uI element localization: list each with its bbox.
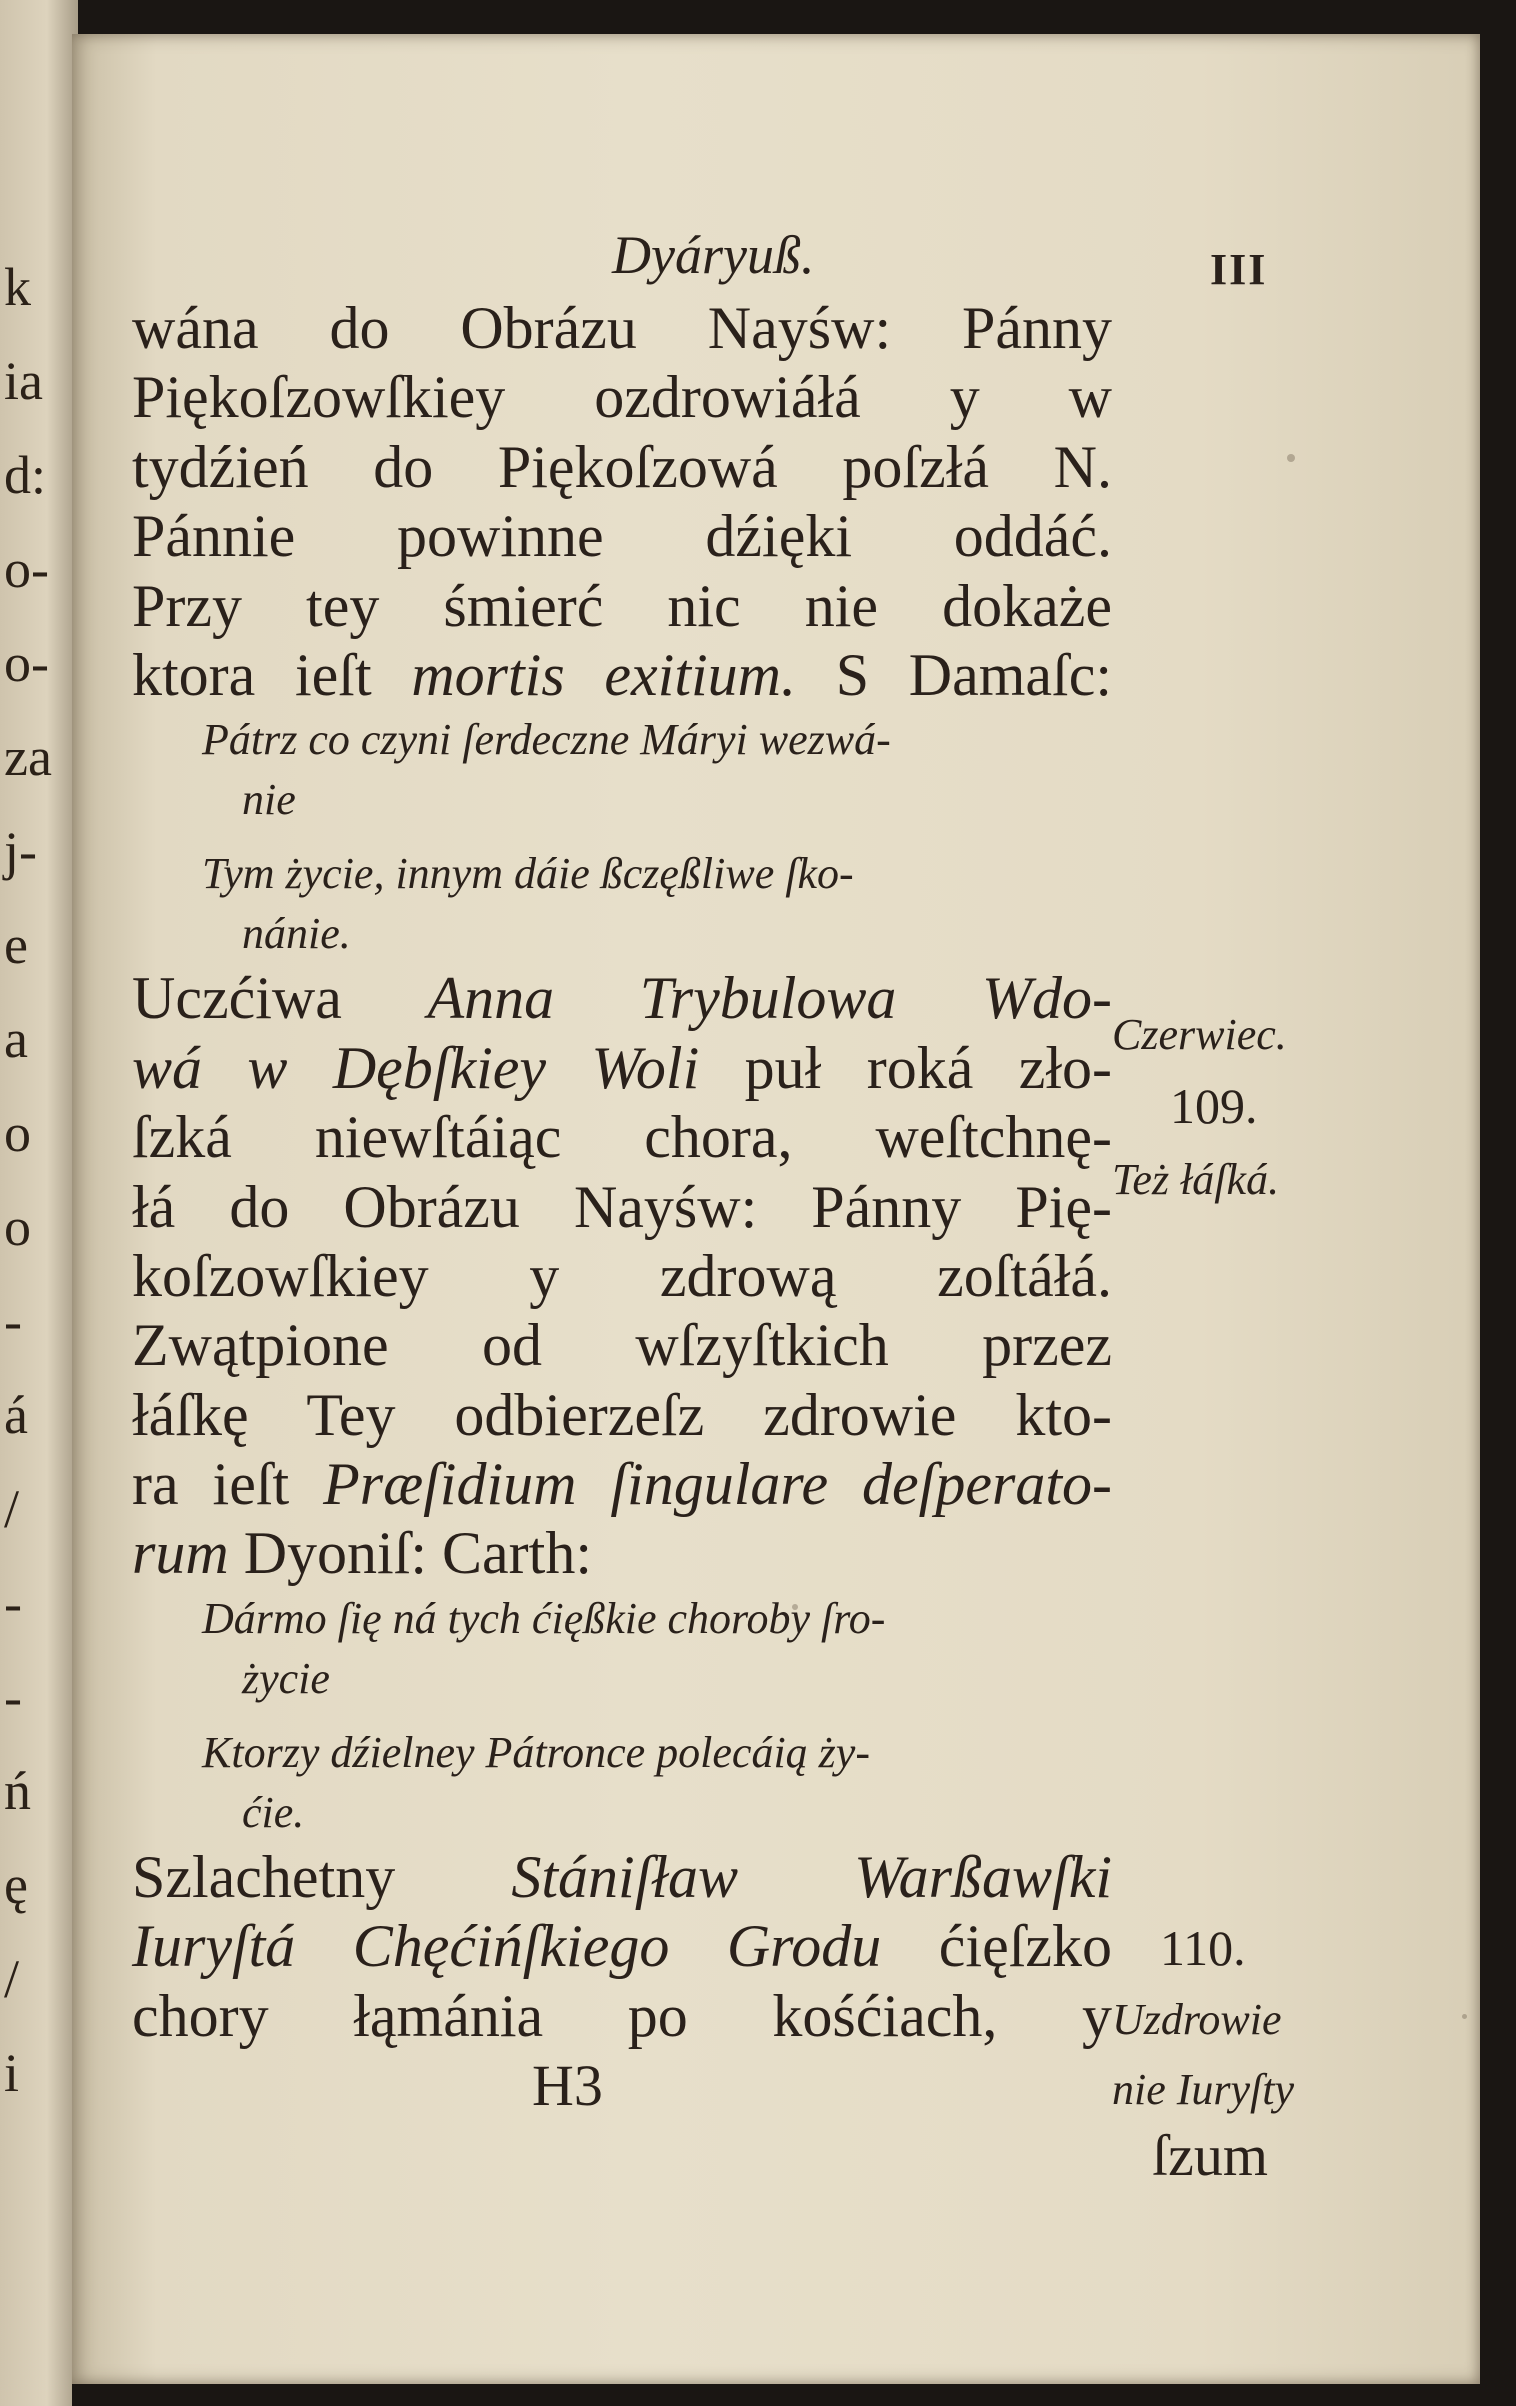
book-page: [72, 34, 1480, 2384]
margin-note-number: 110.: [1160, 1920, 1246, 1976]
text-line: Zwątpione od wſzyſtkich przez: [132, 1312, 1112, 1379]
running-head: Dyáryuß.: [612, 225, 815, 285]
citation: S Damaſc:: [835, 641, 1113, 708]
previous-page-fragment: o-: [4, 633, 49, 693]
signature-mark: H3: [532, 2053, 603, 2119]
text-line: Pánnie powinne dźięki oddáć.: [132, 503, 1112, 570]
previous-page-fragment: á: [4, 1385, 28, 1445]
text-line: łá do Obrázu Nayśw: Pánny Pię-: [132, 1173, 1112, 1240]
verse-line: Dármo ſię ná tych ćięßkie choroby ſro-: [202, 1593, 886, 1643]
text-line: [132, 1034, 1112, 1103]
text-line: chory łąmánia po kośćiach, y: [132, 1982, 1112, 2049]
catchword: ſzum: [1152, 2123, 1268, 2188]
latin-quote: rum: [132, 1520, 229, 1587]
previous-page-fragment: o: [4, 1197, 31, 1257]
previous-page-fragment: -: [4, 1291, 22, 1351]
previous-page-fragment: j-: [4, 821, 37, 881]
verse-line: nánie.: [242, 909, 351, 959]
latin-quote: Præſidium ſingulare deſperato-: [323, 1451, 1112, 1518]
text-line: [132, 641, 1112, 710]
margin-note-month: Czerwiec.: [1112, 1010, 1287, 1059]
place-name: wá w Dębſkiey Woli: [132, 1034, 700, 1101]
text-line: tydźień do Piękoſzowá poſzłá N.: [132, 433, 1112, 500]
page-bottom-shadow: [72, 2384, 1480, 2406]
previous-page-fragment: a: [4, 1009, 28, 1069]
body-text: [132, 294, 1112, 2120]
text-run: Uczćiwa: [132, 965, 342, 1032]
verse-line: Ktorzy dźielney Pátronce polecáią ży-: [202, 1727, 870, 1777]
person-name: Trybulowa Wdo-: [639, 965, 1112, 1032]
previous-page-fragments: [4, 240, 64, 2120]
verse-line: Pátrz co czyni ſerdeczne Máryi wezwá-: [202, 715, 891, 765]
previous-page-fragment: -: [4, 1573, 22, 1633]
text-run: ktora ieſt: [132, 641, 372, 708]
text-line: Piękoſzowſkiey ozdrowiáłá y w: [132, 364, 1112, 431]
previous-page-fragment: ia: [4, 351, 43, 411]
verse-line: życie: [242, 1653, 330, 1703]
text-run: Szlachetny: [132, 1843, 396, 1910]
text-run: ćięſzko: [938, 1913, 1112, 1980]
previous-page-fragment: za: [4, 727, 52, 787]
text-line: łáſkę Tey odbierzeſz zdrowie kto-: [132, 1381, 1112, 1448]
text-line: [132, 1912, 1112, 1981]
paper-speck: [1462, 2014, 1467, 2019]
previous-page-fragment: e: [4, 915, 28, 975]
text-line: wána do Obrázu Nayśw: Pánny: [132, 295, 1112, 361]
page-number: III: [1210, 245, 1268, 294]
previous-page-fragment: d:: [4, 445, 47, 505]
text-run: puł roká zło-: [744, 1034, 1113, 1101]
text-line: [132, 1450, 1112, 1519]
text-line: [132, 1843, 1112, 1912]
text-line: ſzká niewſtáiąc chora, weſtchnę-: [132, 1104, 1112, 1171]
margin-note-grace: Też łáſká.: [1112, 1155, 1280, 1204]
verse-line: nie: [242, 775, 296, 825]
text-line: [132, 964, 1112, 1033]
margin-note-healing: Uzdrowie: [1112, 1995, 1282, 2044]
paper-speck: [1287, 454, 1295, 462]
previous-page-fragment: /: [4, 1949, 20, 2009]
previous-page-edge: [0, 0, 78, 2406]
margin-note-number: 109.: [1170, 1078, 1258, 1134]
text-run: ra ieſt: [132, 1451, 290, 1518]
citation: Dyoniſ: Carth:: [243, 1520, 592, 1587]
text-line: Przy tey śmierć nic nie dokaże: [132, 572, 1112, 639]
person-name: Anna: [427, 965, 555, 1032]
person-name: Stániſław Warßawſki: [511, 1843, 1112, 1910]
latin-quote: mortis exitium.: [411, 641, 796, 708]
previous-page-fragment: i: [4, 2043, 20, 2103]
previous-page-fragment: ę: [4, 1855, 28, 1915]
previous-page-fragment: o-: [4, 539, 49, 599]
verse-line: ćie.: [242, 1787, 305, 1837]
verse-line: Tym życie, innym dáie ßczęßliwe ſko-: [202, 849, 854, 899]
previous-page-fragment: o: [4, 1103, 31, 1163]
text-line: koſzowſkiey y zdrową zoſtáłá.: [132, 1242, 1112, 1309]
previous-page-fragment: -: [4, 1667, 22, 1727]
previous-page-fragment: /: [4, 1479, 20, 1539]
previous-page-fragment: k: [4, 257, 31, 317]
place-name: Iuryſtá Chęćińſkiego Grodu: [132, 1913, 882, 1980]
previous-page-fragment: ń: [4, 1761, 31, 1821]
margin-note-healing: nie Iuryſty: [1112, 2065, 1295, 2114]
text-line: [132, 1519, 1112, 1588]
